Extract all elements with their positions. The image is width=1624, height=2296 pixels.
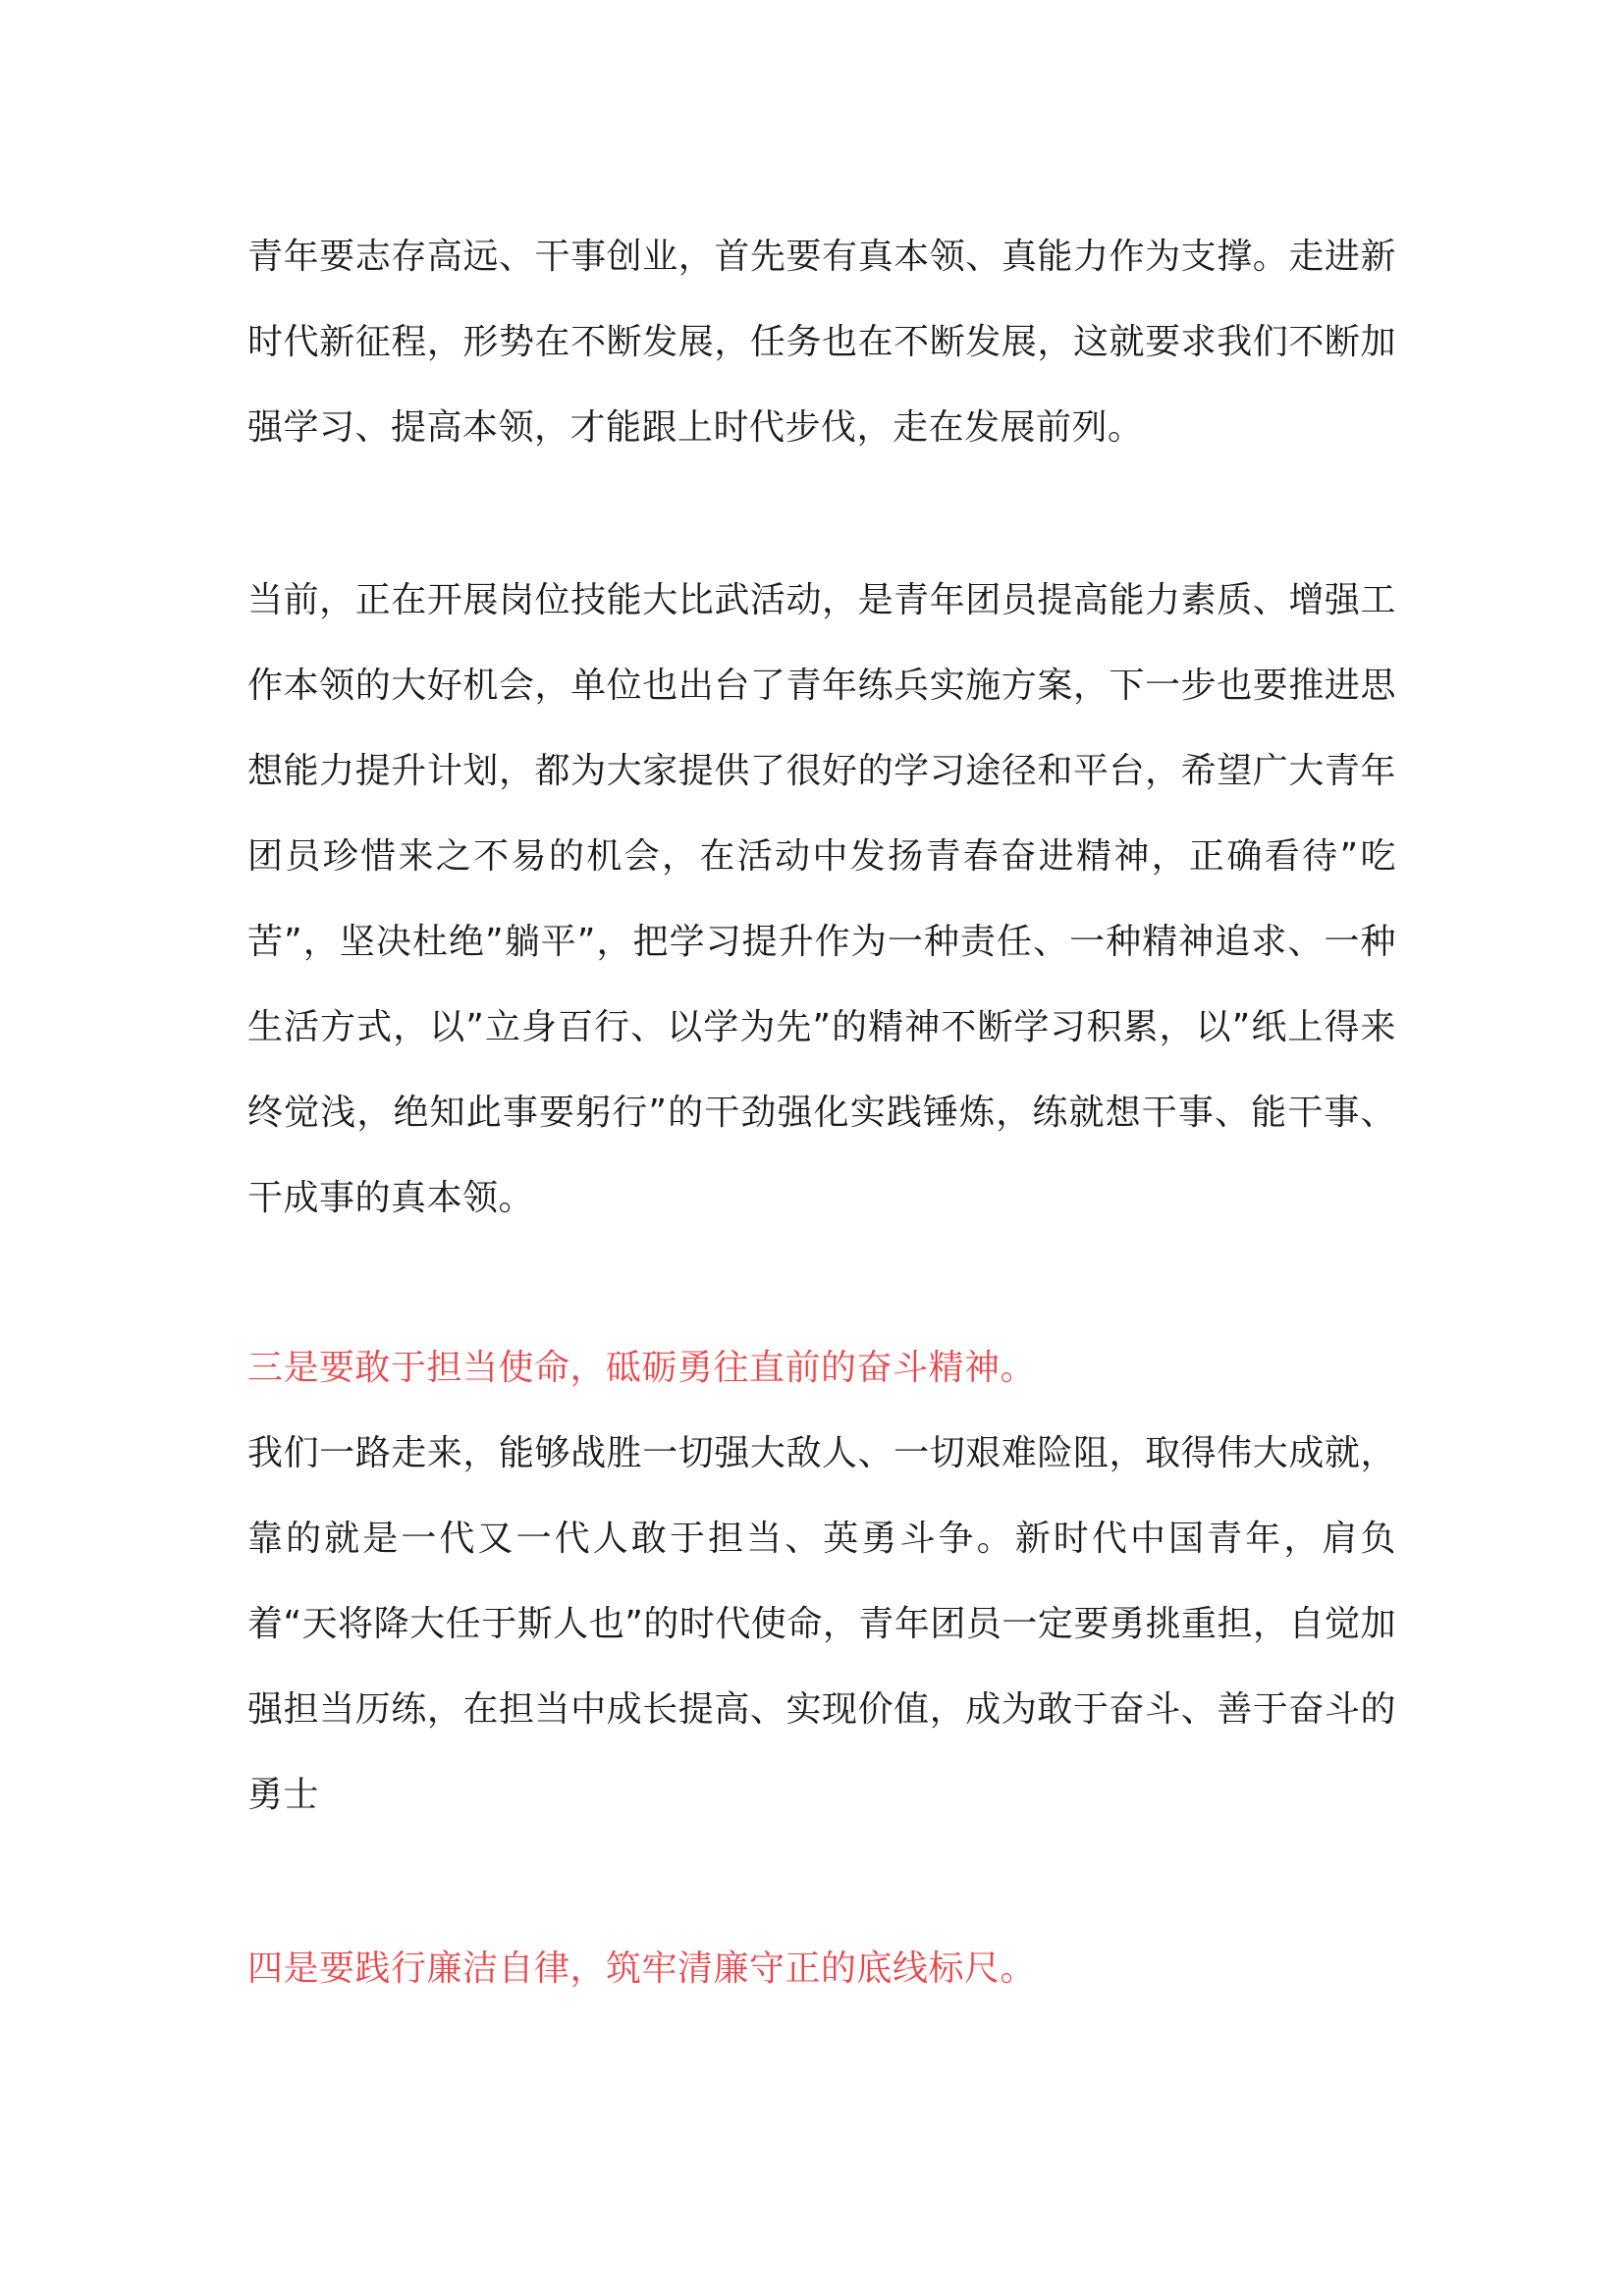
paragraph-skills-competition: 当前，正在开展岗位技能大比武活动，是青年团员提高能力素质、增强工作本领的大好机会，单位也出台了青年练兵实施方案，下一步也要推进思想能力提升计划，都为大家提供了很好的学习途径和平台，希望广大青年团员珍惜来之不易的机会，在活动中发扬青春奋进精神，正确看待”吃苦”，坚决杜绝”躺平”，把学习提升作为一种责任、一种精神追求、一种生活方式，以”立身百行、以学为先”的精神不断学习积累，以”纸上得来终觉浅，绝知此事要躬行”的干劲强化实践锤炼，练就想干事、能干事、干成事的真本领。 bbox=[247, 580, 1396, 1218]
paragraph-ability: 青年要志存高远、干事创业，首先要有真本领、真能力作为支撑。走进新时代新征程，形势在不断发展，任务也在不断发展，这就要求我们不断加强学习、提高本领，才能跟上时代步伐，走在发展前列。 bbox=[247, 237, 1396, 448]
section-three-body: 我们一路走来，能够战胜一切强大敌人、一切艰难险阻，取得伟大成就，靠的就是一代又一代人敢于担当、英勇斗争。新时代中国青年，肩负着“天将降大任于斯人也”的时代使命，青年团员一定要勇挑重担，自觉加强担当历练，在担当中成长提高、实现价值，成为敢于奋斗、善于奋斗的勇士 bbox=[247, 1433, 1396, 1815]
section-four-heading: 四是要践行廉洁自律，筑牢清廉守正的底线标尺。 bbox=[247, 1949, 1037, 1989]
section-three-heading: 三是要敢于担当使命，砥砺勇往直前的奋斗精神。 bbox=[247, 1348, 1037, 1388]
